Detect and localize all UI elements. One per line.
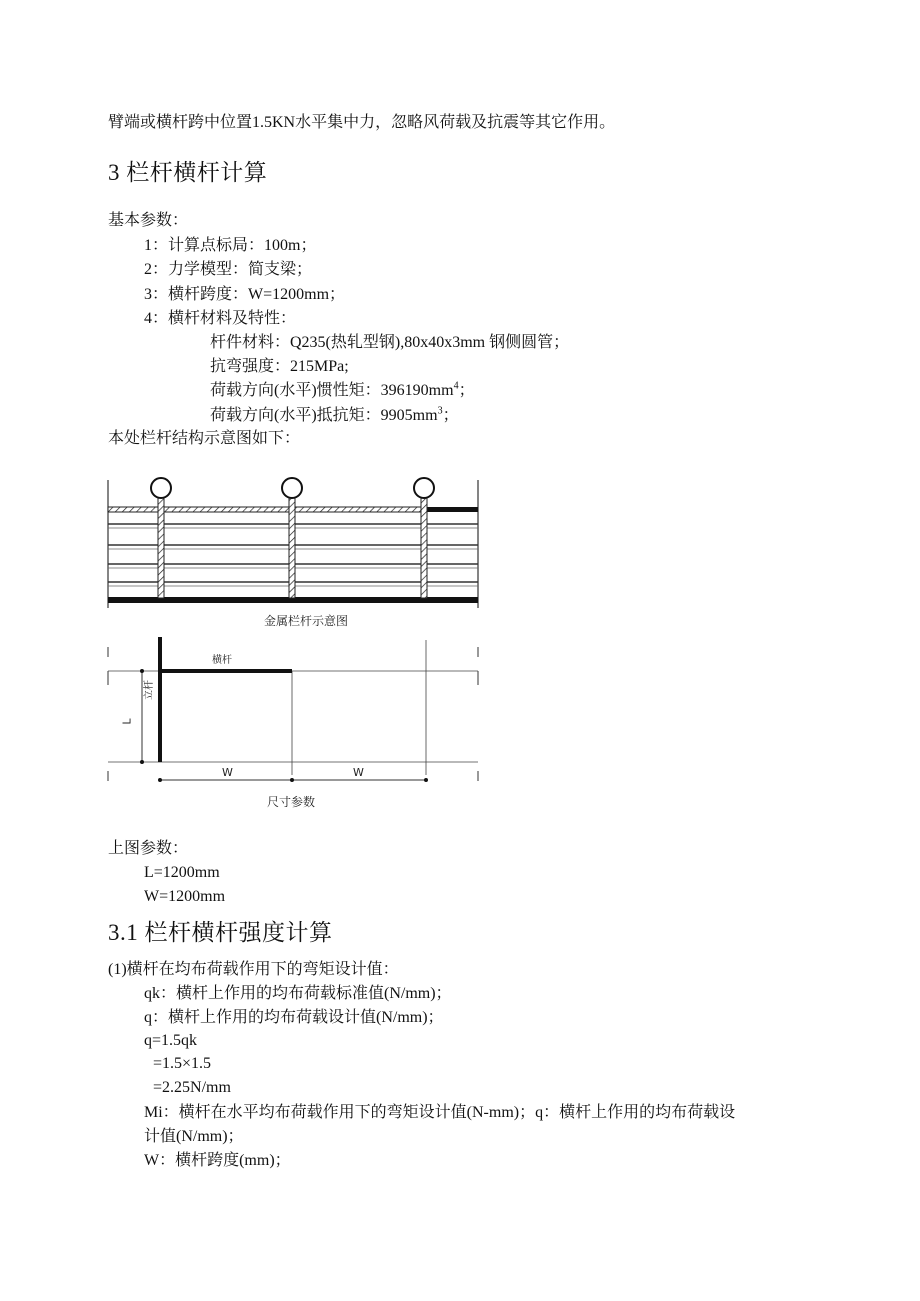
q-definition: q：横杆上作用的均布荷载设计值(N/mm)；: [144, 1009, 444, 1026]
diagram-intro: 本处栏杆结构示意图如下：: [108, 430, 301, 447]
section-3-1-title: 3.1 栏杆横杆强度计算: [108, 920, 333, 945]
post-cap: [414, 478, 434, 498]
crossbar-bar: [162, 669, 292, 673]
intro-line: 臂端或横杆跨中位置1.5KN水平集中力，忽略风荷载及抗震等其它作用。: [108, 114, 616, 131]
dimension-diagram: [100, 635, 490, 795]
railing-elevation-diagram: [100, 470, 490, 610]
modulus-exponent: 3: [437, 405, 443, 417]
post: [289, 498, 295, 598]
param-item: 2：力学模型：简支梁；: [144, 261, 313, 278]
modulus-prefix: 荷载方向(水平)抵抗矩：9905mm: [210, 407, 438, 424]
inertia-line: [210, 380, 475, 402]
label-W-right: W: [353, 766, 364, 779]
equation-line: =1.5×1.5: [153, 1055, 212, 1072]
item-1-heading: (1)横杆在均布荷载作用下的弯矩设计值：: [108, 961, 399, 978]
post-cap: [282, 478, 302, 498]
params-heading: 基本参数：: [108, 212, 189, 229]
label-crossbar: 横杆: [212, 655, 232, 666]
section-modulus-line: [210, 405, 459, 427]
w-definition: W：横杆跨度(mm)；: [144, 1152, 291, 1169]
inertia-suffix: ；: [458, 382, 475, 399]
equation-line: q=1.5qk: [144, 1032, 198, 1049]
diagram-top-caption: 金属栏杆示意图: [264, 614, 349, 628]
handrail-end: [426, 507, 478, 512]
figure-param-L: L=1200mm: [144, 864, 220, 881]
post: [158, 498, 164, 598]
handrail: [108, 507, 426, 512]
figure-params-heading: 上图参数：: [108, 840, 189, 857]
label-W-left: W: [222, 766, 233, 779]
param-item: 3：横杆跨度：W=1200mm；: [144, 286, 346, 303]
mi-definition-line2: 计值(N/mm)；: [144, 1128, 244, 1145]
post: [421, 498, 427, 598]
material-line: 杆件材料：Q235(热轧型钢),80x40x3mm 钢侧圆管；: [210, 334, 570, 351]
inertia-exponent: 4: [453, 380, 459, 392]
param-item: 4：横杆材料及特性：: [144, 310, 297, 327]
post-bar: [158, 637, 162, 762]
figure-param-W: W=1200mm: [144, 888, 226, 905]
qk-definition: qk：横杆上作用的均布荷载标准值(N/mm)；: [144, 985, 452, 1002]
mi-definition-line1: Mi：横杆在水平均布荷载作用下的弯矩设计值(N-mm)；q：横杆上作用的均布荷载设: [144, 1104, 736, 1121]
section-3-title: 3 栏杆横杆计算: [108, 160, 268, 185]
inertia-prefix: 荷载方向(水平)惯性矩：396190mm: [210, 382, 454, 399]
post-cap: [151, 478, 171, 498]
diagram-bottom-caption: 尺寸参数: [267, 795, 316, 809]
param-item: 1：计算点标局：100m；: [144, 237, 317, 254]
material-line: 抗弯强度：215MPa;: [210, 358, 349, 375]
equation-line: =2.25N/mm: [153, 1079, 231, 1096]
label-L: L: [120, 718, 134, 725]
modulus-suffix: ；: [442, 407, 459, 424]
label-post: 立杆: [144, 680, 155, 700]
